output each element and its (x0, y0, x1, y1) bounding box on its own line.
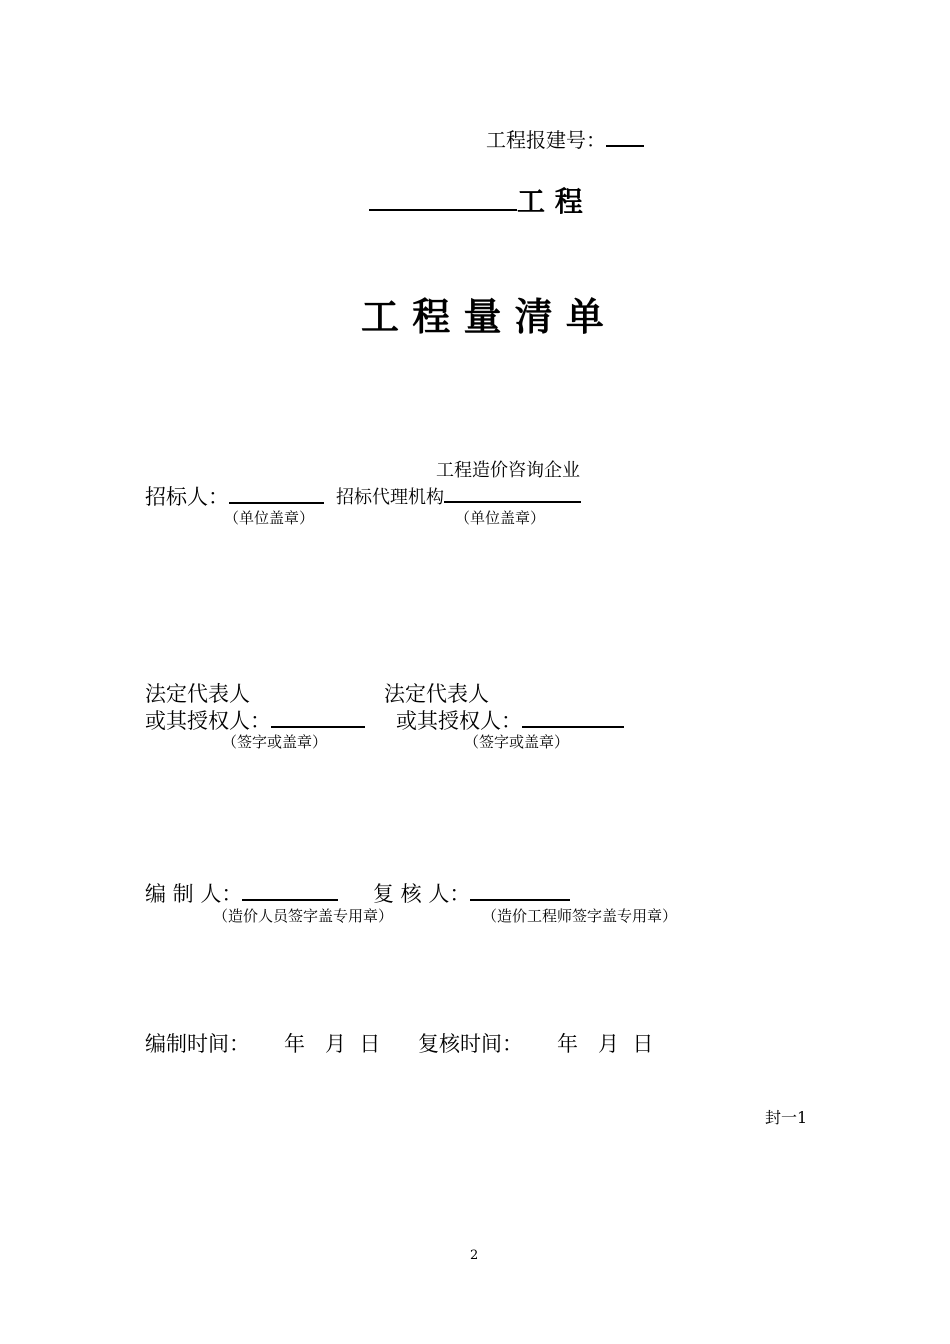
agency-row (336, 483, 581, 509)
tenderer-label: 招标人： (145, 485, 229, 509)
project-name-blank[interactable] (369, 181, 517, 211)
legal-rep-left-line1: 法定代表人 (145, 682, 250, 706)
compiler-row (145, 878, 338, 908)
reviewer-note: （造价工程师签字盖专用章） (482, 907, 678, 925)
compile-date-label: 编制时间： (145, 1032, 250, 1056)
project-number-label: 工程报建号： (486, 128, 606, 152)
project-name-row (369, 180, 583, 220)
page-number: 2 (470, 1248, 479, 1263)
project-name-suffix: 工 程 (517, 185, 583, 218)
reviewer-row (373, 878, 570, 908)
review-date-value[interactable]: 年 月 日 (557, 1032, 654, 1056)
legal-rep-right-line1: 法定代表人 (384, 682, 489, 706)
legal-rep-left-blank[interactable] (271, 708, 365, 728)
project-number-row (486, 124, 644, 153)
legal-rep-right-note: （签字或盖章） (464, 733, 570, 751)
legal-rep-left-line2: 或其授权人： (145, 709, 271, 733)
agency-label: 招标代理机构 (336, 487, 444, 508)
tenderer-blank[interactable] (229, 484, 324, 504)
project-number-blank[interactable] (606, 129, 644, 147)
agency-seal-note: （单位盖章） (455, 509, 546, 527)
legal-rep-right-blank[interactable] (522, 708, 624, 728)
compiler-label: 编 制 人： (145, 882, 243, 906)
page-title: 工 程 量 清 单 (361, 294, 604, 339)
compile-date-value[interactable]: 年 月 日 (284, 1032, 381, 1056)
compiler-blank[interactable] (242, 881, 338, 901)
review-date-label: 复核时间： (418, 1032, 523, 1056)
legal-rep-left-note: （签字或盖章） (222, 733, 328, 751)
cover-code: 封一1 (765, 1108, 808, 1127)
legal-rep-right-line2: 或其授权人： (396, 709, 522, 733)
compiler-note: （造价人员签字盖专用章） (213, 907, 394, 925)
reviewer-blank[interactable] (470, 881, 570, 901)
agency-top-label: 工程造价咨询企业 (436, 460, 580, 481)
reviewer-label: 复 核 人： (373, 882, 471, 906)
agency-blank[interactable] (444, 485, 581, 503)
tenderer-seal-note: （单位盖章） (224, 509, 315, 527)
